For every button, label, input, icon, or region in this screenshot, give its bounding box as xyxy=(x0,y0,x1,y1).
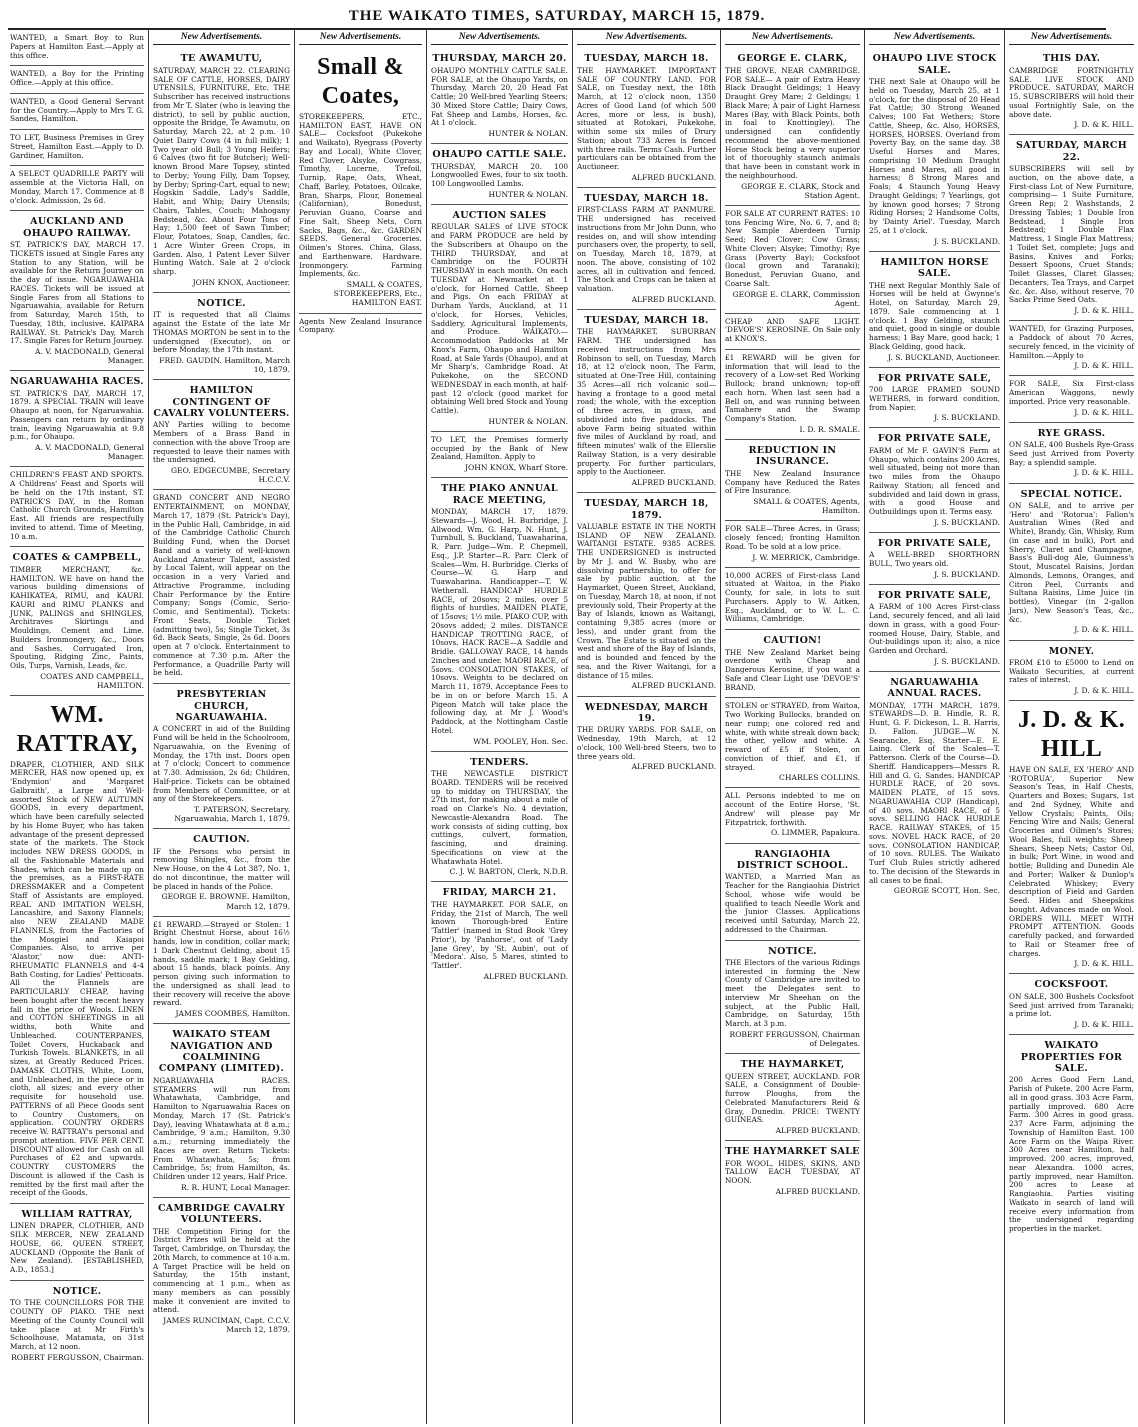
advertisement xyxy=(10,66,144,94)
advertisement xyxy=(577,697,716,777)
ad-heading: WAIKATO PROPERTIES FOR SALE. xyxy=(1020,1040,1123,1074)
ad-body: WANTED, a Boy for the Printing Office.—Apply at this office. xyxy=(10,69,144,87)
advertisement xyxy=(725,206,860,314)
masthead: THE WAIKATO TIMES, SATURDAY, MARCH 15, 1879. xyxy=(8,8,1106,30)
ad-signature: ALFRED BUCKLAND. xyxy=(631,172,716,182)
advertisement xyxy=(869,48,1000,251)
ad-signature: FRED. GAUDIN. Hamilton, March 10, 1879. xyxy=(159,356,290,375)
column-header: New Advertisements. xyxy=(869,32,1000,45)
ad-body: GRAND CONCERT AND NEGRO ENTERTAINMENT, on MONDAY, March 17, 1879 (St. Patrick's Day), in the Public Hall, Cambridge, in aid of the Cambridge Catholic Church Building Fund, when the Dorset Band and a variety of well-known Auckland Amateur Talent, assisted by Local Talent, will appear on the occasion in a very Varied and Attractive Programme, including Chair Performance by the Entire Company; Songs (Comic, Serio-Comic, and Sentimental). Tickets: Front Seats, Double Ticket (admitting two), 5s; Single Ticket, 3s 6d. Back Seats, Single, 2s 6d. Doors open at 7 o'clock. Entertainment to commence at 7.30 p.m. After the Performance, a Quadrille Party will be held. xyxy=(153,493,290,678)
ad-signature: J. D. & K. HILL. xyxy=(1074,120,1134,130)
advertisement xyxy=(725,788,860,843)
ad-signature: J. S. BUCKLAND, Auctioneer. xyxy=(887,352,1000,362)
ad-signature: GEORGE SCOTT, Hon. Sec. xyxy=(893,886,1000,896)
ad-signature: ROBERT FERGUSSON, Chairman. xyxy=(11,1352,144,1362)
ad-signature: ROBERT FERGUSSON, Chairman of Delegates. xyxy=(729,1029,860,1049)
advertisement xyxy=(725,48,860,205)
advertisement xyxy=(10,166,144,211)
ad-body: VALUABLE ESTATE IN THE NORTH ISLAND OF NEW ZEALAND. WAITANGI ESTATE. 9385 ACRES. THE UNDERSIGNED is instructed by Mr J. and W. Busby, who are dissolving partnership, to offer for sale by public auction, at the Haymarket, Queen Street, Auckland, on Tuesday, March 18, at noon, if not previously sold, Their Property at the Bay of Islands, known as Waitangi, containing 9,385 acres (more or less), and under grant from the Crown. The Estate is situated on the west and shore of the Bay of Islands, and is bounded and fenced by the sea, and the River Waitangi, for a distance of 15 miles. xyxy=(577,521,716,680)
advertisement xyxy=(10,1204,144,1281)
advertisement xyxy=(725,440,860,521)
column-header: New Advertisements. xyxy=(577,32,716,45)
ad-body: STOLEN or STRAYED, from Waitoa, Two Working Bullocks, branded on near rump; one colored red and white, with white streak down back; the other, yellow and white. A reward of £5 if Stolen, on conviction of thief, and £1, if strayed. xyxy=(725,701,860,772)
ad-body: TIMBER MERCHANT, &c. HAMILTON. WE have on hand the various building dimensions of KAHIKATEA, RIMU, and KAURI. KAURI and RIMU PLANKS and JUNK, PALINGS and SHINGLES, Architraves Skirtings and Mouldings, Cement and Lime. Builders Ironmongery, &c., Doors and Sashes. Corrugated Iron, Spouting, Ridging Zinc, Paints, Oils, Turps, Varnish, Leads, &c. xyxy=(10,564,144,670)
advertisement xyxy=(725,350,860,440)
ad-signature: J. S. BUCKLAND. xyxy=(934,569,1000,579)
ad-signature: HUNTER & NOLAN. xyxy=(488,416,568,426)
ad-heading: RYE GRASS. xyxy=(1037,427,1106,439)
ad-heading: FRIDAY, MARCH 21. xyxy=(442,887,557,899)
advertisement xyxy=(10,467,144,547)
ad-body: REGULAR SALES of LIVE STOCK and FARM PRODUCE are held by the Subscribers at Ohaupo on the THIRD THURSDAY, and at Cambridge on the FOURTH THURSDAY in each month. On each TUESDAY at Newmarket at 1 o'clock, for Horned Cattle, Sheep and Pigs. On each FRIDAY at Durham Yards, Auckland, at 11 o'clock, for Horses, Vehicles, Saddlery, Agricultural Implements, and Produce. WAIKATO.—Accommodation Paddocks at Mr Knox's Farm, Ohaupo and Hamilton Road, at Sale Yards (Ohaupo), and at Mr Sharp's, Cambridge Road. At Pukekohe, on the SECOND WEDNESDAY in each month, at half-past 12 o'clock (good market for obtaining Well bred Stock and Young Cattle). xyxy=(431,222,568,416)
ad-signature: J. D. & K. HILL. xyxy=(1074,306,1134,316)
ad-signature: ALFRED BUCKLAND. xyxy=(631,294,716,304)
ad-heading: NGARUAWAHIA ANNUAL RACES. xyxy=(887,676,982,700)
column-header: New Advertisements. xyxy=(153,32,290,45)
ad-signature: GEORGE E. BROWNE. Hamilton, March 12, 1879. xyxy=(161,892,290,911)
ad-body: FARM of Mr F. GAVIN'S Farm at Ohaupo, which contains 200 Acres, well situated, being not more than two miles from the Ohaupo Railway Station; all fenced and subdivided and laid down in grass, with a good House and Outbuildings upon it. Terms easy. xyxy=(869,445,1000,517)
advertisement xyxy=(153,380,290,490)
advertisement xyxy=(10,371,144,467)
ad-signature: C. J. W. BARTON, Clerk, N.D.B. xyxy=(449,867,568,877)
ad-signature: WM. POOLEY, Hon. Sec. xyxy=(473,736,568,746)
ad-body: ON SALE, 400 Bushels Rye-Grass Seed just Arrived from Poverty Bay; a splendid sample. xyxy=(1009,440,1134,467)
ad-body: IT is requested that all Claims against the Estate of the late Mr THOMAS MORTON be sent in to the undersigned (Executor), on or before Monday, the 17th instant. xyxy=(153,310,290,355)
ad-heading: CAUTION. xyxy=(193,834,250,846)
advertisement xyxy=(10,696,144,1204)
ad-body: ST. PATRICK'S DAY, MARCH 17, 1879. A SPECIAL TRAIN will leave Ohaupo at noon, for Ngaruawahia. Passengers can return by ordinary train, leaving Ngaruawahia at 9.8 p.m., for Ohaupo. xyxy=(10,388,144,442)
ad-body: FIRST-CLASS FARM AT PANMURE. THE undersigned has received instructions from Mr John Dunn, who resides on, and will show intending purchasers over, the property, to sell, on Tuesday, March 18, 1879, at noon. The above, consisting of 102 acres, all in cultivation and fenced. The Stock and Crops can be taken at valuation. xyxy=(577,205,716,294)
ad-signature: J. S. BUCKLAND. xyxy=(934,236,1000,246)
advertisement xyxy=(869,252,1000,368)
column-1 xyxy=(6,30,149,1424)
ad-heading: THE HAYMARKET SALE xyxy=(725,1146,860,1158)
ad-signature: HUNTER & NOLAN. xyxy=(488,189,568,199)
ad-body: ST. PATRICK'S DAY, MARCH 17. TICKETS issued at Single Fares any Station to any Station, will be available for the Return Journey on the day of issue. NGARUAWAHIA RACES. Tickets will be issued at Single Fares from all Stations to Ngaruawahia, available for Return from Saturday, March 15th, to Tuesday, 18th, inclusive. KAIPARA RAILWAY. St. Patrick's Day, March 17. Single Fares for Return Journey. xyxy=(10,240,144,346)
ad-signature: SMALL & COATES, STOREKEEPERS, Etc., HAMILTON EAST. xyxy=(333,280,422,308)
ad-heading: TE AWAMUTU, xyxy=(180,53,263,65)
advertisement xyxy=(10,1281,144,1367)
advertisement xyxy=(153,829,290,916)
ad-body: WANTED, a Smart Boy to Run Papers at Hamilton East.—Apply at this office. xyxy=(10,33,144,60)
ad-body: SUBSCRIBERS will sell by auction, on the above date, a First-class Lot of New Furniture, comprising— 1 Suite Furniture, Green Rep; 2 Washstands, 2 Dressing Tables; 1 Double Iron Bedstead, 1 Single Iron Bedstead; 1 Double Flax Mattress, 1 Single Flax Mattress; 1 Toilet Set, complete; Jugs and Basins, Knives and Forks; Dessert Spoons, Cruet Stands; Toilet Glasses, Claret Glasses; Decanters, Tea Trays, and Carpet &c. &c. Also, without reserve, 70 Sacks Prime Seed Oats. xyxy=(1009,164,1134,305)
ad-heading: AUCTION SALES xyxy=(452,209,547,221)
ad-body: ANY Parties willing to become Members of a Brass Band in connection with the above Troop are requested to leave their names with the undersigned. xyxy=(153,420,290,465)
advertisement xyxy=(299,314,422,341)
advertisement xyxy=(1009,484,1134,641)
ad-body: TO THE COUNCILLORS FOR THE COUNTY OF PIAKO. THE next Meeting of the County Council will take place at Mr Firth's Schoolhouse, Matamata, on 31st March, at 12 noon. xyxy=(10,1298,144,1352)
ad-heading: J. D. & K. HILL xyxy=(1018,707,1125,763)
advertisement xyxy=(725,568,860,631)
column-6 xyxy=(721,30,865,1424)
ad-signature: J. D. & K. HILL. xyxy=(1074,468,1134,478)
advertisement xyxy=(153,1024,290,1198)
ad-heading: TUESDAY, MARCH 18, 1879. xyxy=(584,498,709,521)
ad-signature: J. D. & K. HILL. xyxy=(1074,361,1134,371)
ad-signature: J. D. & K. HILL. xyxy=(1074,407,1134,417)
advertisement xyxy=(725,521,860,567)
advertisement xyxy=(153,490,290,684)
advertisement xyxy=(10,130,144,166)
ad-heading: HAMILTON CONTINGENT OF CAVALRY VOLUNTEERS. xyxy=(153,385,290,420)
ad-body: THE NEWCASTLE DISTRICT BOARD. TENDERS will be received up to midday on THURSDAY, the 27th inst, for making about a mile of road on Clarke's No. 4 deviation, Newcastle-Alexandra Road. The work consists of siding cutting, box cuttings, culvert, formation, fascining, and draining. Specifications on view at the Whatawhata Hotel. xyxy=(431,769,568,866)
ad-signature: GEORGE E. CLARK, Stock and Station Agent. xyxy=(741,181,860,200)
ad-body: WANTED, for Grazing Purposes, a Paddock of about 70 Acres, securely fenced, in the vicinity of Hamilton.—Apply to xyxy=(1009,324,1134,360)
ad-body: FOR SALE AT CURRENT RATES: 10 tons Fencing Wire, No. 6, 7, and 8; New Sample Aberdeen Turnip Seed; Red Clover; Cow Grass; White Clover; Alsyke; Timothy; Rye Grass (Poverty Bay); Cocksfoot (local grown and Taranaki); Bonedust, Peruvian Guano, and Coarse Salt. xyxy=(725,208,860,288)
ad-heading: MONEY. xyxy=(1048,645,1095,657)
ad-body: THE next Regular Monthly Sale of Horses will be held at Gwynne's Hotel, on Saturday, March 29, 1879. Sale commencing at 1 o'clock. 1 Bay Gelding, staunch and quiet, good in single or double harness; 1 Bay Mare, good hack; 1 Black Gelding, good hack. xyxy=(869,280,1000,351)
advertisement xyxy=(1009,1035,1134,1239)
advertisement xyxy=(869,672,1000,901)
column-4 xyxy=(427,30,573,1424)
advertisement xyxy=(431,144,568,205)
ad-body: THE Electors of the various Ridings interested in forming the New County of Cambridge are invited to meet the Delegates sent to interview Mr Sheehan on the subject, at the Public Hall, Cambridge, on Saturday, 15th March, at 3 p.m. xyxy=(725,957,860,1029)
ad-body: A WELL-BRED SHORTHORN BULL, Two years old. xyxy=(869,550,1000,569)
ad-heading: GEORGE E. CLARK, xyxy=(737,53,848,65)
ad-signature: ALFRED BUCKLAND. xyxy=(631,762,716,772)
advertisement xyxy=(725,314,860,350)
ad-signature: O. LIMMER, Papakura. xyxy=(770,828,860,838)
ad-heading: OHAUPO CATTLE SALE. xyxy=(432,149,567,161)
ad-signature: GEO. EDGECUMBE, Secretary H.C.C.V. xyxy=(171,466,290,485)
ad-body: THE HAYMARKET. SUBURBAN FARM. THE undersigned has received instructions from Mrs Robinson to sell, on Tuesday, March 18, at 12 o'clock noon, The Farm, situated at One-Tree Hill, containing 35 Acres—all rich volcanic soil—having a frontage to a good metal road; the whole, with the exception of three acres, in grass, and subdivided into five paddocks. The above Farm being situated within five miles of Auckland by road, and fifteen minutes' walk of the Ellerslie Railway Station, is a very desirable property. For further particulars, apply to the Auctioneer. xyxy=(577,327,716,477)
ad-signature: I. D. R. SMALE. xyxy=(799,424,860,434)
advertisement xyxy=(577,188,716,310)
ad-signature: CHARLES COLLINS. xyxy=(779,773,860,783)
ad-heading: COATES & CAMPBELL, xyxy=(12,552,142,564)
ad-signature: JAMES RUNCIMAN, Capt. C.C.V. March 12, 1879. xyxy=(163,1316,290,1335)
ad-heading: FOR PRIVATE SALE, xyxy=(877,372,992,384)
ad-signature: J. S. BUCKLAND. xyxy=(934,413,1000,423)
column-7 xyxy=(865,30,1005,1424)
ad-heading: NOTICE. xyxy=(52,1285,102,1297)
ad-body: LINEN DRAPER, CLOTHIER, AND SILK MERCER, NEW ZEALAND HOUSE, 66, QUEEN STREET, AUCKLAND (Opposite the Bank of New Zealand). [ESTABLISHED, A.D., 1853.] xyxy=(10,1221,144,1275)
ad-signature: R. R. HUNT, Local Manager. xyxy=(180,1182,290,1192)
advertisement xyxy=(725,941,860,1055)
advertisement xyxy=(577,310,716,493)
ad-signature: T. PATERSON, Secretary. Ngaruawahia, March 1, 1879. xyxy=(174,805,290,824)
column-2 xyxy=(149,30,295,1424)
ad-signature: J. W. MERRICK, Cambridge. xyxy=(752,552,860,562)
advertisement xyxy=(153,1198,290,1340)
column-header: New Advertisements. xyxy=(299,32,422,45)
advertisement xyxy=(1009,376,1134,422)
ad-signature: ALFRED BUCKLAND. xyxy=(483,971,568,981)
column-header: New Advertisements. xyxy=(725,32,860,45)
ad-signature: A. V. MACDONALD, General Manager. xyxy=(34,347,144,366)
ad-body: CAMBRIDGE FORTNIGHTLY SALE. LIVE STOCK AND PRODUCE. SATURDAY, MARCH 15. SUBSCRIBERS will hold their usual Fortnightly Sale, on the above date. xyxy=(1009,65,1134,119)
ad-signature: SMALL & COATES, Agents, Hamilton. xyxy=(753,497,860,516)
advertisement xyxy=(869,428,1000,533)
advertisement xyxy=(10,547,144,696)
advertisement xyxy=(431,48,568,144)
advertisement xyxy=(725,1054,860,1141)
column-header: New Advertisements. xyxy=(431,32,568,45)
column-3 xyxy=(295,30,427,1424)
ad-heading: WM. RATTRAY, xyxy=(16,701,138,757)
advertisement xyxy=(725,698,860,788)
ad-body: A CONCERT in aid of the Building Fund will be held in the Schoolroom, Ngaruawahia, on the Evening of Monday, the 17th inst. Doors open at 7 o'clock; Concert to commence at 7.30. Admission, 2s 6d; Children, Half-price. Tickets can be obtained from Members of Committee, or at any of the Storekeepers. xyxy=(153,724,290,804)
advertisement xyxy=(299,48,422,313)
advertisement xyxy=(153,293,290,380)
advertisement xyxy=(431,752,568,883)
ad-signature: ALFRED BUCKLAND. xyxy=(631,681,716,691)
ad-heading: THIS DAY. xyxy=(1042,53,1101,65)
ad-body: THURSDAY, MARCH 20. 100 Longwoolled Ewes, four to six tooth. 100 Longwoolled Lambs. xyxy=(431,161,568,189)
ad-heading: PRESBYTERIAN CHURCH, NGARUAWAHIA. xyxy=(175,689,268,723)
advertisement xyxy=(10,30,144,66)
advertisement xyxy=(1009,701,1134,974)
ad-body: £1 REWARD will be given for information that will lead to the recovery of a Low-set Red Working Bullock; brand unknown; top-off each horn. When last seen had a Bell on, and was running between Tamahere and the Swamp Company's Station. xyxy=(725,352,860,424)
ad-heading: NGARUAWAHIA RACES. xyxy=(10,376,144,388)
ad-heading: RANGIAOHIA DISTRICT SCHOOL. xyxy=(736,848,849,871)
ad-body: CHILDREN'S FEAST AND SPORTS. A Childrens' Feast and Sports will be held on the 17th instant, ST. PATRICK'S DAY, in the Roman Catholic Church Grounds, Hamilton East. All friends are respectfully invited to attend. Time of Meeting, 10 a.m. xyxy=(10,470,144,541)
ad-heading: TUESDAY, MARCH 18. xyxy=(584,192,709,204)
advertisement xyxy=(431,882,568,986)
ad-body: MONDAY, 17TH MARCH, 1879. STEWARDS—D. B. Hindle, R. R. Hunt, G. F. Dickeson, L. B. Harris, D. Fallon. JUDGE—W. N. Searancke, Esq. Starter—E. E. Laing. Clerk of the Scales—T. Patterson. Clerk of the Course—D. Sheriff. Handicappers—Messrs R. Hill and G. G. Sandes. HANDICAP HURDLE RACE, of 20 sovs. MAIDEN PLATE, of 15 sovs. NGARUAWAHIA CUP (Handicap), of 40 sovs. MAORI RACE, of 5 sovs. SELLING HACK HURDLE RACE. RAILWAY STAKES, of 15 sovs. NOVEL HACK RACE, of 20 sovs. CONSOLATION HANDICAP, of 10 sovs. RULES. The Waikato Turf Club Rules strictly adhered to. The decision of the Stewards in all cases to be final. xyxy=(869,700,1000,885)
ad-signature: J. D. & K. HILL. xyxy=(1074,1020,1134,1030)
ad-heading: AUCKLAND AND OHAUPO RAILWAY. xyxy=(23,216,131,239)
ad-body: FOR WOOL, HIDES, SKINS, AND TALLOW EACH TUESDAY, AT NOON. xyxy=(725,1158,860,1186)
ad-body: THE HAYMARKET. IMPORTANT SALE OF COUNTRY LAND. FOR SALE, on Tuesday next, the 18th March, at 12 o'clock noon, 1350 Acres of Good Land (of which 500 Acres, more or less, is bush), situated at Rotokari, Pukekohe, within some six miles of Drury Station; about 733 Acres is fenced with three rails. Terms Cash. Further particulars can be obtained from the Auctioneer. xyxy=(577,65,716,172)
ad-heading: TUESDAY, MARCH 18. xyxy=(584,314,709,326)
ad-body: THE DRURY YARDS. FOR SALE, on Wednesday, 19th March, at 12 o'clock, 100 Well-bred Steers, two to three years old. xyxy=(577,725,716,761)
ad-heading: WILLIAM RATTRAY, xyxy=(21,1209,133,1221)
ad-body: DRAPER, CLOTHIER, AND SILK MERCER, HAS now opened up, ex 'Endymion' and 'Margaret Galbraith', a Large and Well-assorted Stock of NEW AUTUMN GOODS, in every department, which have been carefully selected by his Home Buyer, who has taken advantage of the present depressed state of the markets. The Stock includes NEW DRESS GOODS, in all the Fashionable Materials and Shades, which can be made up on the premises, as a FIRST-RATE DRESSMAKER and a Competent Staff of Assistants are employed. REAL AND IMITATION WELSH, Lancashire, and Saxony Flannels; also NEW ZEALAND MADE FLANNELS, from the Factories of the Mosgiel and Kaiapoi Companies. Also, to arrive per 'Alastor,' now due: ANTI-RHEUMATIC FLANNELS and 4-4 Bath Costing, for Ladies' Petticoats. All the Flannels are PARTICULARLY CHEAP, having been bought after the recent heavy fall in the price of Wools. LINEN and COTTON SHEETINGS in all widths, both White and Unbleached. COUNTERPANES, Toilet Covers, Huckaback and Turkish Towels. BLANKETS, in all sizes, at Greatly Reduced Prices. DAMASK CLOTHS, White, Loom, and Unbleached, in the piece or in cloth, all sizes; and every other requisite for household use. PATTERNS of all Piece Goods sent to Country Customers, on application. COUNTRY ORDERS receive W. RATTRAY's personal and prompt attention. FIVE PER CENT. DISCOUNT allowed for Cash on all Purchases of £2 and upwards. COUNTRY CUSTOMERS the Discount is allowed if the Cash is remitted by the first mail after the receipt of the Goods. xyxy=(10,759,144,1198)
ad-heading: CAMBRIDGE CAVALRY VOLUNTEERS. xyxy=(157,1202,286,1226)
ad-body: Agents New Zealand Insurance Company. xyxy=(299,316,422,335)
advertisement xyxy=(431,478,568,751)
advertisement xyxy=(1009,48,1134,135)
advertisement xyxy=(869,368,1000,429)
ad-body: CHEAP AND SAFE LIGHT. 'DEVOE'S' KEROSINE. On Sale only at KNOX'S. xyxy=(725,316,860,344)
advertisement xyxy=(153,684,290,829)
ad-body: A SELECT QUADRILLE PARTY will assemble at the Victoria Hall, on Monday, March 17. Commence at 8 o'clock. Admission, 2s 6d. xyxy=(10,169,144,205)
ad-body: ON SALE, 300 Bushels Cocksfoot Seed just arrived from Taranaki; a prime lot. xyxy=(1009,991,1134,1019)
ad-signature: GEORGE E. CLARK, Commission Agent. xyxy=(732,289,860,308)
ad-body: THE New Zealand Market being overdone with Cheap and Dangerous Kerosine, if you want a Safe and Clear Light use 'DEVOE'S' BRAND. xyxy=(725,647,860,692)
column-header: New Advertisements. xyxy=(1009,32,1134,45)
column-5 xyxy=(573,30,721,1424)
ad-signature: J. D. & K. HILL. xyxy=(1074,959,1134,969)
ad-signature: COATES AND CAMPBELL, HAMILTON. xyxy=(40,671,144,690)
ad-heading: SPECIAL NOTICE. xyxy=(1020,488,1123,500)
ad-body: ON SALE, and to arrive per 'Hero' and 'Rotorua': Fallon's Australian Wines (Red and White), Brandy, Gin, Whisky, Rum (in case and in bulk), Port and Sherry, Claret and Champagne, Bass's Bull-dog Ale, Guinness's Stout, Muscatel Raisins, Jordan Almonds, Lemons, Oranges, and Citron Peel, Currants and Sultana Raisins, Lime Juice (in bottles), Vinegar (in 2-gallon Jars), New Season's Teas, &c., &c. xyxy=(1009,500,1134,624)
ad-body: THE Competition Firing for the District Prizes will be held at the Target, Cambridge, on Thursday, the 20th March, to commence at 10 a.m. A Target Practice will be held on Saturday, the 15th instant, commencing at 1 p.m., when as many members as can possibly make it convenient are invited to attend. xyxy=(153,1226,290,1315)
advertisement xyxy=(1009,641,1134,702)
ad-heading: COCKSFOOT. xyxy=(1034,979,1109,991)
ad-heading: WEDNESDAY, MARCH 19. xyxy=(584,701,709,724)
advertisement xyxy=(577,493,716,696)
advertisement xyxy=(431,432,568,478)
ad-body: A FARM of 100 Acres First-class Land, securely fenced, and all laid down in grass, with a good Four-roomed House, Dairy, Stable, and Out-buildings upon it; also, a nice Garden and Orchard. xyxy=(869,602,1000,656)
ad-signature: JOHN KNOX, Auctioneer. xyxy=(192,277,290,287)
ad-body: 200 Acres Good Fern Land, Parish of Pukete. 200 Acre Farm, all in good grass. 303 Acre Farm, partially improved. 680 Acre Farm. 300 Acres in good grass. 237 Acre Farm, adjoining the Township of Hamilton East. 100 Acre Farm on the Waipa River. 300 Acres near Hamilton, half improved. 200 acres, improved, near Alexandra. 1000 acres, partly improved, near Hamilton. 200 acres to Lease at Rangiaohia. Parties visiting Waikato in search of land will receive every information from the undersigned regarding properties in the market. xyxy=(1009,1075,1134,1234)
ad-signature: J. D. & K. HILL. xyxy=(1074,686,1134,696)
columns-container xyxy=(6,30,1134,1424)
advertisement xyxy=(10,211,144,371)
ad-body: MONDAY, MARCH 17, 1879. Stewards—J. Wood, H. Burbridge, J. Allwood, Wm. G. Harp, N. Hunt, J. Turnbull, S. Buckland, Tuawaharina, R. Parr. Judge—Wm. P. Chepmell, Esq., J.P. Starter—R. Parr. Clerk of Scales—Wm. H. Burbridge. Clerks of Course—W. G. Harp and Tuawaharina. Handicapper—T. W. Wetherall. HANDICAP HURDLE RACE, of 20sovs; 2 miles, over 5 flights of hurdles. MAIDEN PLATE, of 15sovs; 1½ mile. PIAKO CUP, with 20sovs added; 2 miles. DISTANCE HANDICAP TROTTING RACE, of 10sovs. HACK RACE—A Saddle and Bridle. GALLOWAY RACE, 14 hands 2inches and under. MAORI RACE, of 5sovs. CONSOLATION STAKES, of 10sovs. Weights to be declared on March 11, 1879. Acceptance Fees to be in on or before March 15. A Pigeon Match will take place the following day, at Mr J. Wood's Paddock, at the Nottingham Castle Hotel. xyxy=(431,507,568,735)
advertisement xyxy=(1009,423,1134,484)
ad-body: THE GROVE, NEAR CAMBRIDGE. FOR SALE— A pair of Extra Heavy Black Draught Geldings; 1 Heavy Draught Grey Mare; 2 Geldings; 1 Black Mare; A pair of Light Harness Mares (Bay, with Black Points, both in foal to Knottingley). The undersigned can confidently recommend the above-mentioned Horse Stock being a very superior lot of thoroughly staunch animals that have been in constant work in the neighbourhood. xyxy=(725,65,860,180)
ad-heading: TUESDAY, MARCH 18. xyxy=(584,53,709,65)
advertisement xyxy=(1009,974,1134,1035)
ad-signature: JAMES COOMBES, Hamilton. xyxy=(175,1009,290,1019)
ad-heading: FOR PRIVATE SALE, xyxy=(877,589,992,601)
ad-body: SATURDAY, MARCH 22. CLEARING SALE OF CATTLE, HORSES, DAIRY UTENSILS, FURNITURE, Etc. THE Subscriber has received instructions from Mr T. Slater (who is leaving the district), to sell by public auction, opposite the Bridge, Te Awamutu, on Saturday, March 22, at 2 p.m. 10 Quiet Dairy Cows (4 in full milk); 1 Two year old Bull; 3 Young Heifers; 6 Calves (two fit for Butcher); Well-known Brood Mare Topsey, stinted to Derby; Young Filly, Dam Topsey, by Derby; Spring-Cart, equal to new; Hogskin Saddle, Lady's Saddle, Habit, and Whip; Dairy Utensils; Chairs, Tables, Couch; Mahogany Bedstead, &c. About Four Tons of Hay; 1,500 feet of Sawn Timber; Flour, Potatoes, Soap, Candles, &c. 1 Acre Winter Green Crops, in Garden. Also, 1 Patent Lever Silver Hunting Watch. Sale at 2 o'clock sharp. xyxy=(153,65,290,277)
ad-body: ALL Persons indebted to me on account of the Entire Horse, 'St. Andrew' will please pay Mr Fitzpatrick, forthwith. xyxy=(725,791,860,827)
advertisement xyxy=(10,94,144,130)
ad-heading: TENDERS. xyxy=(470,756,529,768)
ad-heading: NOTICE. xyxy=(197,297,246,309)
ad-body: STOREKEEPERS, ETC., HAMILTON EAST, HAVE ON SALE— Cocksfoot (Pukekohe and Waikato), Ryegrass (Poverty Bay and Local), White Clover, Red Clover, Alsyke, Cowgrass, Timothy, Lucerne, Trefoil, Turnip, Rape, Oats, Wheat, Chaff, Barley, Potatoes, Oilcake, Bran, Sharps, Flour, Bonemeal (Californian), Bonedust, Peruvian Guano, Coarse and Fine Salt, Sheep Nets, Corn Sacks, Bags, &c., &c. GARDEN SEEDS. General Groceries. Oilmen's Stores. China, Glass, and Earthenware. Hardware. Ironmongery. Farming Implements, &c. xyxy=(299,111,422,279)
ad-body: OHAUPO MONTHLY CATTLE SALE. FOR SALE, at the Ohaupo Yards, on Thursday, March 20, 20 Head Fat Cattle; 20 Well-bred Yearling Steers; 30 Mixed Store Cattle; Dairy Cows, Fat Sheep and Lambs, Horses, &c. At 1 o'clock. xyxy=(431,65,568,128)
ad-heading: THURSDAY, MARCH 20. xyxy=(432,53,567,65)
ad-heading: NOTICE. xyxy=(768,945,817,957)
ad-body: THE New Zealand Insurance Company have Reduced the Rates of Fire Insurance. xyxy=(725,468,860,496)
ad-body: WANTED, a Married Man as Teacher for the Rangiaohia District School, whose wife would be qualified to teach Needle Work and the Junior Classes. Applications received until Saturday, March 22, addressed to the Chairman. xyxy=(725,872,860,934)
ad-body: THE HAYMARKET. FOR SALE, on Friday, the 21st of March, The well known Thorough-bred Entire 'Tattler' (named in Stud Book 'Grey Prior'), by 'Panhorse', out of 'Lady Jane Grey', by 'St. Aubin', out of 'Medora'. Also, 5 Mares, stinted to 'Tattler'. xyxy=(431,899,568,971)
advertisement xyxy=(869,585,1000,672)
ad-signature: J. S. BUCKLAND. xyxy=(934,517,1000,527)
advertisement xyxy=(153,48,290,293)
ad-signature: ALFRED BUCKLAND. xyxy=(775,1186,860,1196)
ad-heading: FOR PRIVATE SALE, xyxy=(877,433,992,445)
advertisement xyxy=(869,533,1000,585)
advertisement xyxy=(725,1141,860,1201)
ad-body: 10,000 ACRES of First-class Land situated at Waitoa, in the Piako County, for sale, in lots to suit Purchasers. Apply to W. Aitken, Esq., Auckland, or to W. L. C. Williams, Cambridge. xyxy=(725,570,860,624)
ad-heading: SATURDAY, MARCH 22. xyxy=(1015,140,1128,163)
ad-heading: REDUCTION IN INSURANCE. xyxy=(748,445,837,468)
advertisement xyxy=(1009,135,1134,321)
ad-body: £1 REWARD.—Strayed or Stolen: 1 Bright Chestnut Horse, about 16½ hands, low in condition, collar mark; 1 Dark Chestnut Gelding, about 15 hands, saddle mark; 1 Bay Gelding, about 15 hands, black points. Any person giving such information to the undersigned as shall lead to their recovery will receive the above reward. xyxy=(153,919,290,1008)
ad-heading: HAMILTON HORSE SALE. xyxy=(880,256,989,280)
ad-body: HAVE ON SALE, EX 'HERO' AND 'ROTORUA', Superior New Season's Teas, in Half Chests, Quarters and Boxes; Sugars, 1st and 2nd Sydney, White and Yellow Crystals; Paints, Oils; Fencing Wire and Nails; General Groceries and Oilmen's Stores; Wool Bales, full weights; Sheep Shears, Sheep Nets; Castor Oil, in bulk; Port Wine, in wood and bottle; Bullding and Dunedin Ale and Porter; Walker & Dunlop's Celebrated Whiskey; Every description of Field and Garden Seed. Hides and Sheepskins bought. Advances made on Wool. ORDERS WILL MEET WITH PROMPT ATTENTION. Goods carefully packed, and forwarded to Rail or Steamer free of charges. xyxy=(1009,764,1134,958)
ad-body: THE next Sale at Ohaupo will be held on Tuesday, March 25, at 1 o'clock, for the disposal of 20 Head Fat Cattle; 30 Strong Weaned Calves; 100 Fat Wethers; Store Cattle, Sheep, &c. Also, HORSES, HORSES, HORSES. Overland from Poverty Bay, on the same day. 38 Useful Horses and Mares, comprising 10 Medium Draught Horses and Mares, all good in harness; 8 Strong Mares and Foals; 4 Staunch Young Heavy Draught Geldings; 7 Yearlings, got by known good horses; 7 Strong Riding Horses; 2 Handsome Colts, by 'Dainty Ariel'. Tuesday, March 25, at 1 o'clock. xyxy=(869,77,1000,235)
ad-signature: ALFRED BUCKLAND. xyxy=(775,1126,860,1136)
ad-heading: THE PIAKO ANNUAL RACE MEETING, xyxy=(441,483,558,506)
ad-body: TO LET, the Premises formerly occupied by the Bank of New Zealand, Hamilton. Apply to xyxy=(431,434,568,462)
ad-signature: J. D. & K. HILL. xyxy=(1074,625,1134,635)
advertisement xyxy=(1009,321,1134,376)
ad-heading: CAUTION! xyxy=(763,635,822,647)
ad-signature: A. V. MACDONALD, General Manager. xyxy=(34,443,144,462)
ad-body: WANTED, a Good General Servant for the Country.—Apply to Mrs T. G. Sandes, Hamilton. xyxy=(10,96,144,124)
ad-heading: Small & Coates, xyxy=(317,54,404,110)
ad-body: FOR SALE, Six First-class American Waggons, newly imported. Price very reasonable. xyxy=(1009,379,1134,406)
ad-signature: JOHN KNOX, Wharf Store. xyxy=(464,463,568,473)
advertisement xyxy=(153,917,290,1025)
ad-body: QUEEN STREET, AUCKLAND. FOR SALE, a Consignment of Double-furrow Ploughs, from the Celebrated Manufacturers Reid & Gray, Dunedin. PRICE: TWENTY GUINEAS. xyxy=(725,1071,860,1125)
ad-signature: J. S. BUCKLAND. xyxy=(934,656,1000,666)
ad-signature: ALFRED BUCKLAND. xyxy=(631,478,716,488)
advertisement xyxy=(725,844,860,941)
advertisement xyxy=(431,205,568,432)
advertisement xyxy=(725,630,860,698)
ad-body: IF the Persons who persist in removing Shingles, &c., from the New House, on the 4 Lot 387, No. 1, do not discontinue, the matter will be placed in hands of the Police. xyxy=(153,846,290,891)
advertisement xyxy=(577,48,716,188)
ad-heading: OHAUPO LIVE STOCK SALE. xyxy=(872,53,997,76)
ad-heading: FOR PRIVATE SALE, xyxy=(877,537,992,549)
ad-body: 700 LARGE FRAMED SOUND WETHERS, in forward condition, from Napier. xyxy=(869,385,1000,412)
ad-heading: THE HAYMARKET, xyxy=(740,1059,845,1071)
ad-body: FOR SALE—Three Acres, in Grass; closely fenced; fronting Hamilton Road. To be sold at a low price. xyxy=(725,524,860,551)
ad-body: NGARUAWAHIA RACES. STEAMERS will run from Whatawhata, Cambridge, and Hamilton to Ngaruawahia Races on Monday, March 17 (St. Patrick's Day), leaving Whatawhata at 8 a.m.; Cambridge, 9 a.m.; Hamilton, 9.30 a.m.; returning immediately the Races are over. Return Tickets: From Whatawhata, 5s; from Cambridge, 5s; from Hamilton, 4s. Children under 12 years, Half Price. xyxy=(153,1075,290,1182)
column-8 xyxy=(1005,30,1138,1424)
ad-signature: HUNTER & NOLAN. xyxy=(488,129,568,139)
ad-heading: WAIKATO STEAM NAVIGATION AND COALMINING COMPANY (LIMITED). xyxy=(158,1029,285,1075)
ad-body: TO LET, Business Premises in Grey Street, Hamilton East.—Apply to D. Gardiner, Hamilton. xyxy=(10,133,144,160)
ad-body: FROM £10 to £5000 to Lend on Waikato Securities, at current rates of interest. xyxy=(1009,657,1134,685)
